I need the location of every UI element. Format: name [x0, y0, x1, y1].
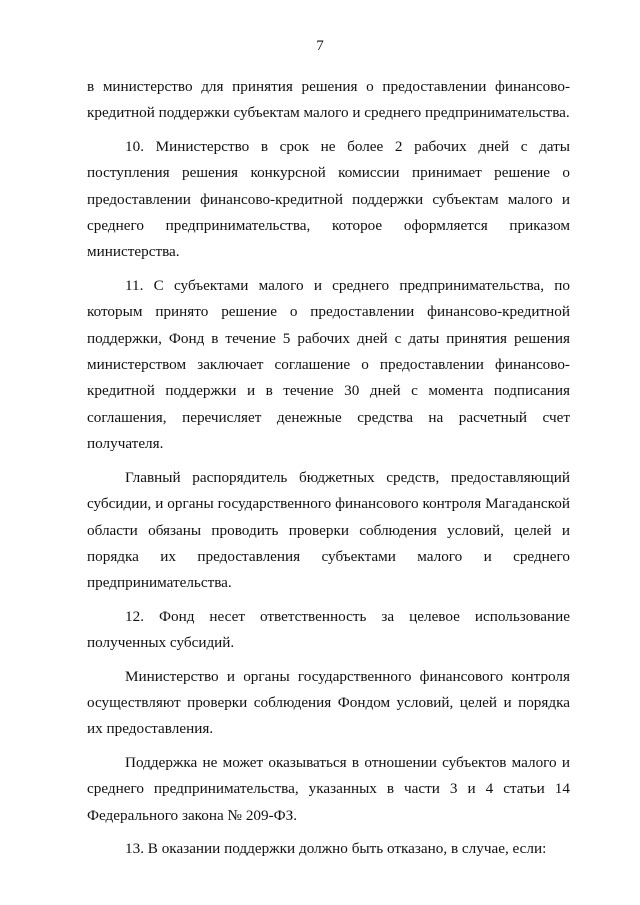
paragraph-support-restriction: Поддержка не может оказываться в отношении субъектов малого и среднего предпринимательства, указанных в части 3 и 4 статьи 14 Федерального закона № 209-ФЗ.: [87, 753, 570, 824]
paragraph-clause-12: 12. Фонд несет ответственность за целевое использование полученных субсидий.: [87, 607, 570, 652]
paragraph-clause-13: 13. В оказании поддержки должно быть отказано, в случае, если:: [125, 839, 547, 857]
paragraph-ministry-checks: Министерство и органы государственного финансового контроля осуществляют проверки соблюдения Фондом условий, целей и порядка их предоставления.: [87, 667, 570, 738]
page-number: 7: [316, 38, 324, 54]
paragraph-budget-control: Главный распорядитель бюджетных средств, предоставляющий субсидии, и органы государственного финансового контроля Магаданской области обязаны проводить проверки соблюдения условий, целей и порядка их предоставления субъектами малого и среднего предпринимательства.: [87, 468, 570, 592]
paragraph-continuation: в министерство для принятия решения о предоставлении финансово-кредитной поддержки субъектам малого и среднего предпринимательства.: [87, 78, 570, 122]
paragraph-clause-11: 11. С субъектами малого и среднего предпринимательства, по которым принято решение о предоставлении финансово-кредитной поддержки, Фонд в течение 5 рабочих дней с даты принятия решения министерством заключает соглашение о предоставлении финансово-кредитной поддержки и в течение 30 дней с момента подписания соглашения, перечисляет денежные средства на расчетный счет получателя.: [87, 276, 570, 453]
document-body: [87, 74, 570, 869]
paragraph-clause-10: 10. Министерство в срок не более 2 рабочих дней с даты поступления решения конкурсной комиссии принимает решение о предоставлении финансово-кредитной поддержки субъектам малого и среднего предпринимательства, которое оформляется приказом министерства.: [87, 137, 570, 261]
